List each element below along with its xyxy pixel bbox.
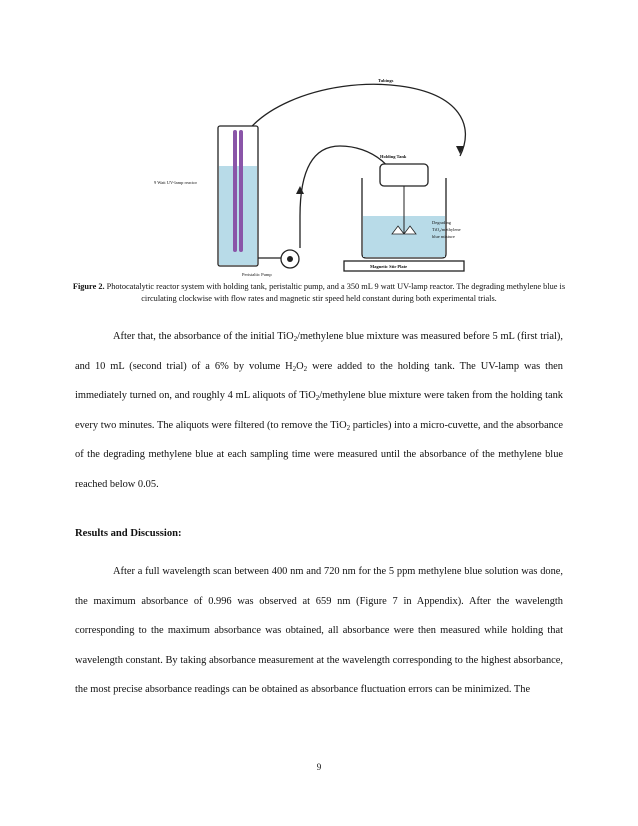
para1-text-1: After that, the absorbance of the initial TiO <box>113 331 294 342</box>
para1-sub-4: 2 <box>315 394 320 403</box>
uv-lamp-left <box>233 130 237 252</box>
tubing-reactor-to-tank <box>235 84 465 164</box>
paragraph-results: After a full wavelength scan between 400 nm and 720 nm for the 5 ppm methylene blue solution was done, the maximum absorbance of 0.996 was observed at 659 nm (Figure 7 in Appendix). After the wavelength corresponding to the maximum absorbance was obtained, all absorbance were then measured while holding that wavelength constant. By taking absorbance measurement at the wavelength corresponding to the highest absorbance, the most precise absorbance readings can be obtained as absorbance fluctuation errors can be minimized. The <box>75 566 563 696</box>
pump-rotor <box>287 256 293 262</box>
caption-text: Photocatalytic reactor system with holding tank, peristaltic pump, and a 350 mL 9 watt UV-lamp reactor. The degrading methylene blue is circulating clockwise with flow rates and magnetic stir speed held constant during both experimental trials. <box>104 282 566 304</box>
para1-sub-3: 2 <box>303 364 308 373</box>
label-holding-tank: Holding Tank <box>380 154 407 159</box>
para1-sub-5: 2 <box>346 423 351 432</box>
label-degrading-2: TiO₂/methylene <box>432 227 461 232</box>
para1-text-2b: O <box>296 360 304 372</box>
para1-text-4: /methylene blue mixture were taken from the holding tank every two minutes. The aliquots were filtered (to remove the TiO <box>75 390 564 431</box>
label-peristaltic-pump: Peristaltic Pump <box>242 272 272 277</box>
para1-text-2: /methylene blue mixture was measured before 5 mL (first trial), and 10 mL (second trial) of a 6% by volume H <box>75 331 563 372</box>
paragraph-methods <box>75 322 563 500</box>
label-uv-reactor: 9 Watt UV-lamp reactor <box>154 180 198 185</box>
label-degrading-1: Degrading <box>432 220 451 225</box>
uv-lamp-right <box>239 130 243 252</box>
label-degrading-3: blue mixture <box>432 234 455 239</box>
label-tubings: Tubings <box>378 78 394 83</box>
uv-reactor-liquid <box>219 166 257 265</box>
tank-lid <box>380 164 428 186</box>
caption-label: Figure 2. <box>72 282 105 291</box>
section-heading: Results and Discussion: <box>75 528 182 539</box>
reactor-diagram-svg <box>140 66 560 278</box>
para1-sub-1: 2 <box>293 335 298 343</box>
para1-text-3: were added to the holding tank. The UV-lamp was then immediately turned on, and roughly 4 mL aliquots of TiO <box>75 360 563 402</box>
para1-text-5: particles) into a micro-cuvette, and the absorbance of the degrading methylene blue at each sampling time were measured until the absorbance of the methylene blue reached below 0.05. <box>75 419 563 490</box>
label-magnetic-stir-plate: Magnetic Stir Plate <box>370 264 408 269</box>
figure-caption <box>70 281 568 305</box>
page-number: 9 <box>316 762 322 772</box>
reactor-diagram <box>140 66 560 278</box>
para1-sub-2: 2 <box>292 364 297 373</box>
